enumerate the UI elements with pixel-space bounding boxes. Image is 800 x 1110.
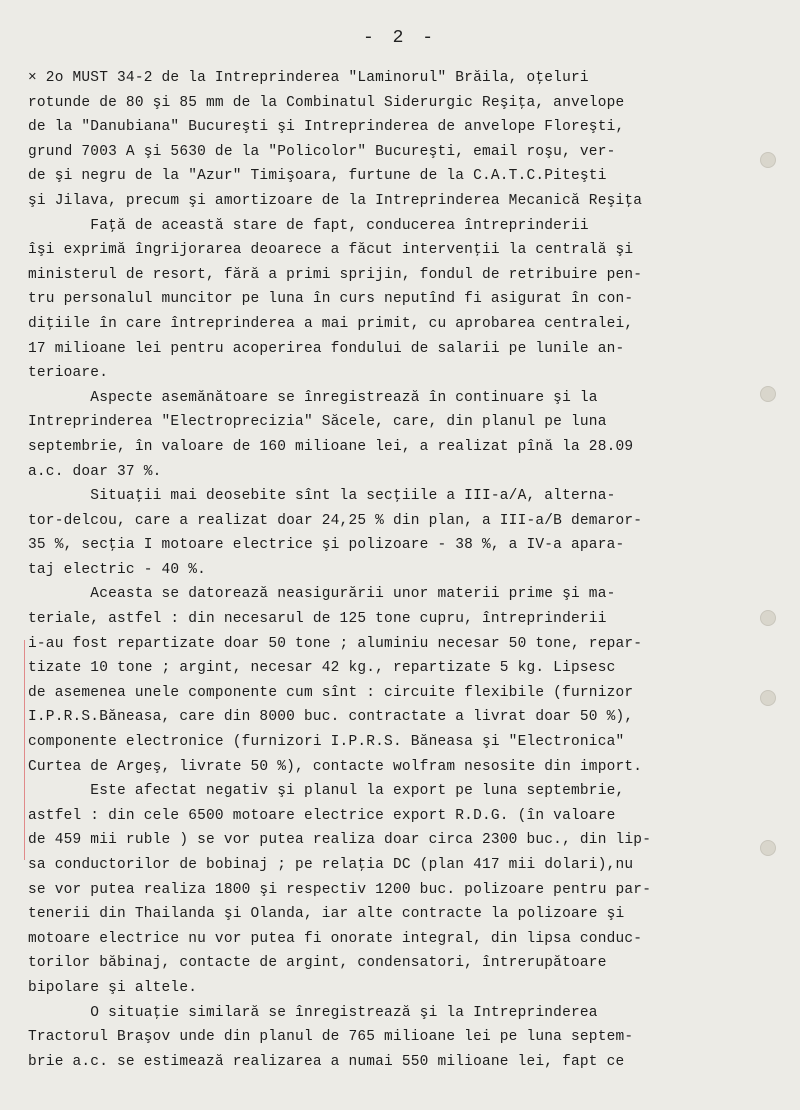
text-line: i-au fost repartizate doar 50 tone ; aluminiu necesar 50 tone, repar-	[28, 635, 643, 652]
text-line: 17 milioane lei pentru acoperirea fondului de salarii pe lunile an-	[28, 340, 625, 357]
text-line: diţiile în care întreprinderea a mai primit, cu aprobarea centralei,	[28, 315, 634, 332]
text-line: de şi negru de la "Azur" Timişoara, furtune de la C.A.T.C.Piteşti	[28, 168, 607, 185]
text-line: şi Jilava, precum şi amortizoare de la Intreprinderea Mecanică Reşiţa	[28, 192, 643, 209]
text-line: de asemenea unele componente cum sînt : circuite flexibile (furnizor	[28, 684, 634, 701]
page-number: - 2 -	[362, 28, 437, 48]
text-line: tor-delcou, care a realizat doar 24,25 % din plan, a III-a/B demaror-	[28, 512, 643, 529]
text-line: O situaţie similară se înregistrează şi la Intreprinderea	[28, 1004, 598, 1021]
text-line: Faţă de această stare de fapt, conducerea întreprinderii	[28, 217, 589, 234]
text-line: rotunde de 80 şi 85 mm de la Combinatul Siderurgic Reşiţa, anvelope	[28, 94, 625, 111]
text-line: torilor băbinaj, contacte de argint, condensatori, întrerupătoare	[28, 955, 607, 972]
text-line: 35 %, secţia I motoare electrice şi polizoare - 38 %, a IV-a apara-	[28, 537, 625, 554]
text-line: a.c. doar 37 %.	[28, 463, 162, 480]
text-line: Aceasta se datorează neasigurării unor materii prime şi ma-	[28, 586, 616, 603]
text-line: septembrie, în valoare de 160 milioane lei, a realizat pînă la 28.09	[28, 438, 634, 455]
text-line: terioare.	[28, 365, 109, 382]
text-line: de la "Danubiana" Bucureşti şi Intreprinderea de anvelope Floreşti,	[28, 119, 625, 136]
text-line	[28, 1074, 768, 1099]
text-line: ministerul de resort, fără a primi sprijin, fondul de retribuire pen-	[28, 266, 643, 283]
text-line: × 2o MUST 34-2 de la Intreprinderea "Laminorul" Brăila, oţeluri	[28, 70, 589, 86]
text-line: taj electric - 40 %.	[28, 561, 207, 578]
text-line: teriale, astfel : din necesarul de 125 tone cupru, întreprinderii	[28, 611, 607, 628]
text-line: Aspecte asemănătoare se înregistrează în continuare şi la	[28, 389, 598, 406]
text-line: de 459 mii ruble ) se vor putea realiza doar circa 2300 buc., din lip-	[28, 832, 652, 849]
margin-marker	[24, 640, 25, 860]
text-line: tenerii din Thailanda şi Olanda, iar alte contracte la polizoare şi	[28, 906, 625, 923]
text-line: astfel : din cele 6500 motoare electrice export R.D.G. (în valoare	[28, 807, 616, 824]
text-line: componente electronice (furnizori I.P.R.S. Băneasa şi "Electronica"	[28, 734, 625, 751]
document-body	[28, 66, 768, 1099]
text-line: Situaţii mai deosebite sînt la secţiile a III-a/A, alterna-	[28, 488, 616, 505]
text-line: grund 7003 A şi 5630 de la "Policolor" Bucureşti, email roşu, ver-	[28, 143, 616, 160]
text-line: sa conductorilor de bobinaj ; pe relaţia DC (plan 417 mii dolari),nu	[28, 857, 634, 873]
text-line: brie a.c. se estimează realizarea a numai 550 milioane lei, fapt ce	[28, 1053, 625, 1070]
text-line: bipolare şi altele.	[28, 979, 198, 996]
text-line: Intreprinderea "Electroprecizia" Săcele, care, din planul pe luna	[28, 414, 607, 431]
text-line: Curtea de Argeş, livrate 50 %), contacte wolfram nesosite din import.	[28, 758, 643, 775]
text-line: se vor putea realiza 1800 şi respectiv 1200 buc. polizoare pentru par-	[28, 881, 652, 898]
text-line: I.P.R.S.Băneasa, care din 8000 buc. contractate a livrat doar 50 %),	[28, 709, 634, 726]
text-line: Este afectat negativ şi planul la export pe luna septembrie,	[28, 783, 625, 800]
text-line: motoare electrice nu vor putea fi onorate integral, din lipsa conduc-	[28, 930, 643, 947]
text-line: tizate 10 tone ; argint, necesar 42 kg., repartizate 5 kg. Lipsesc	[28, 660, 616, 677]
text-line: tru personalul muncitor pe luna în curs neputînd fi asigurat în con-	[28, 291, 634, 308]
text-line: Tractorul Braşov unde din planul de 765 milioane lei pe luna septem-	[28, 1029, 634, 1046]
text-line: îşi exprimă îngrijorarea deoarece a făcut intervenţii la centrală şi	[28, 242, 634, 259]
